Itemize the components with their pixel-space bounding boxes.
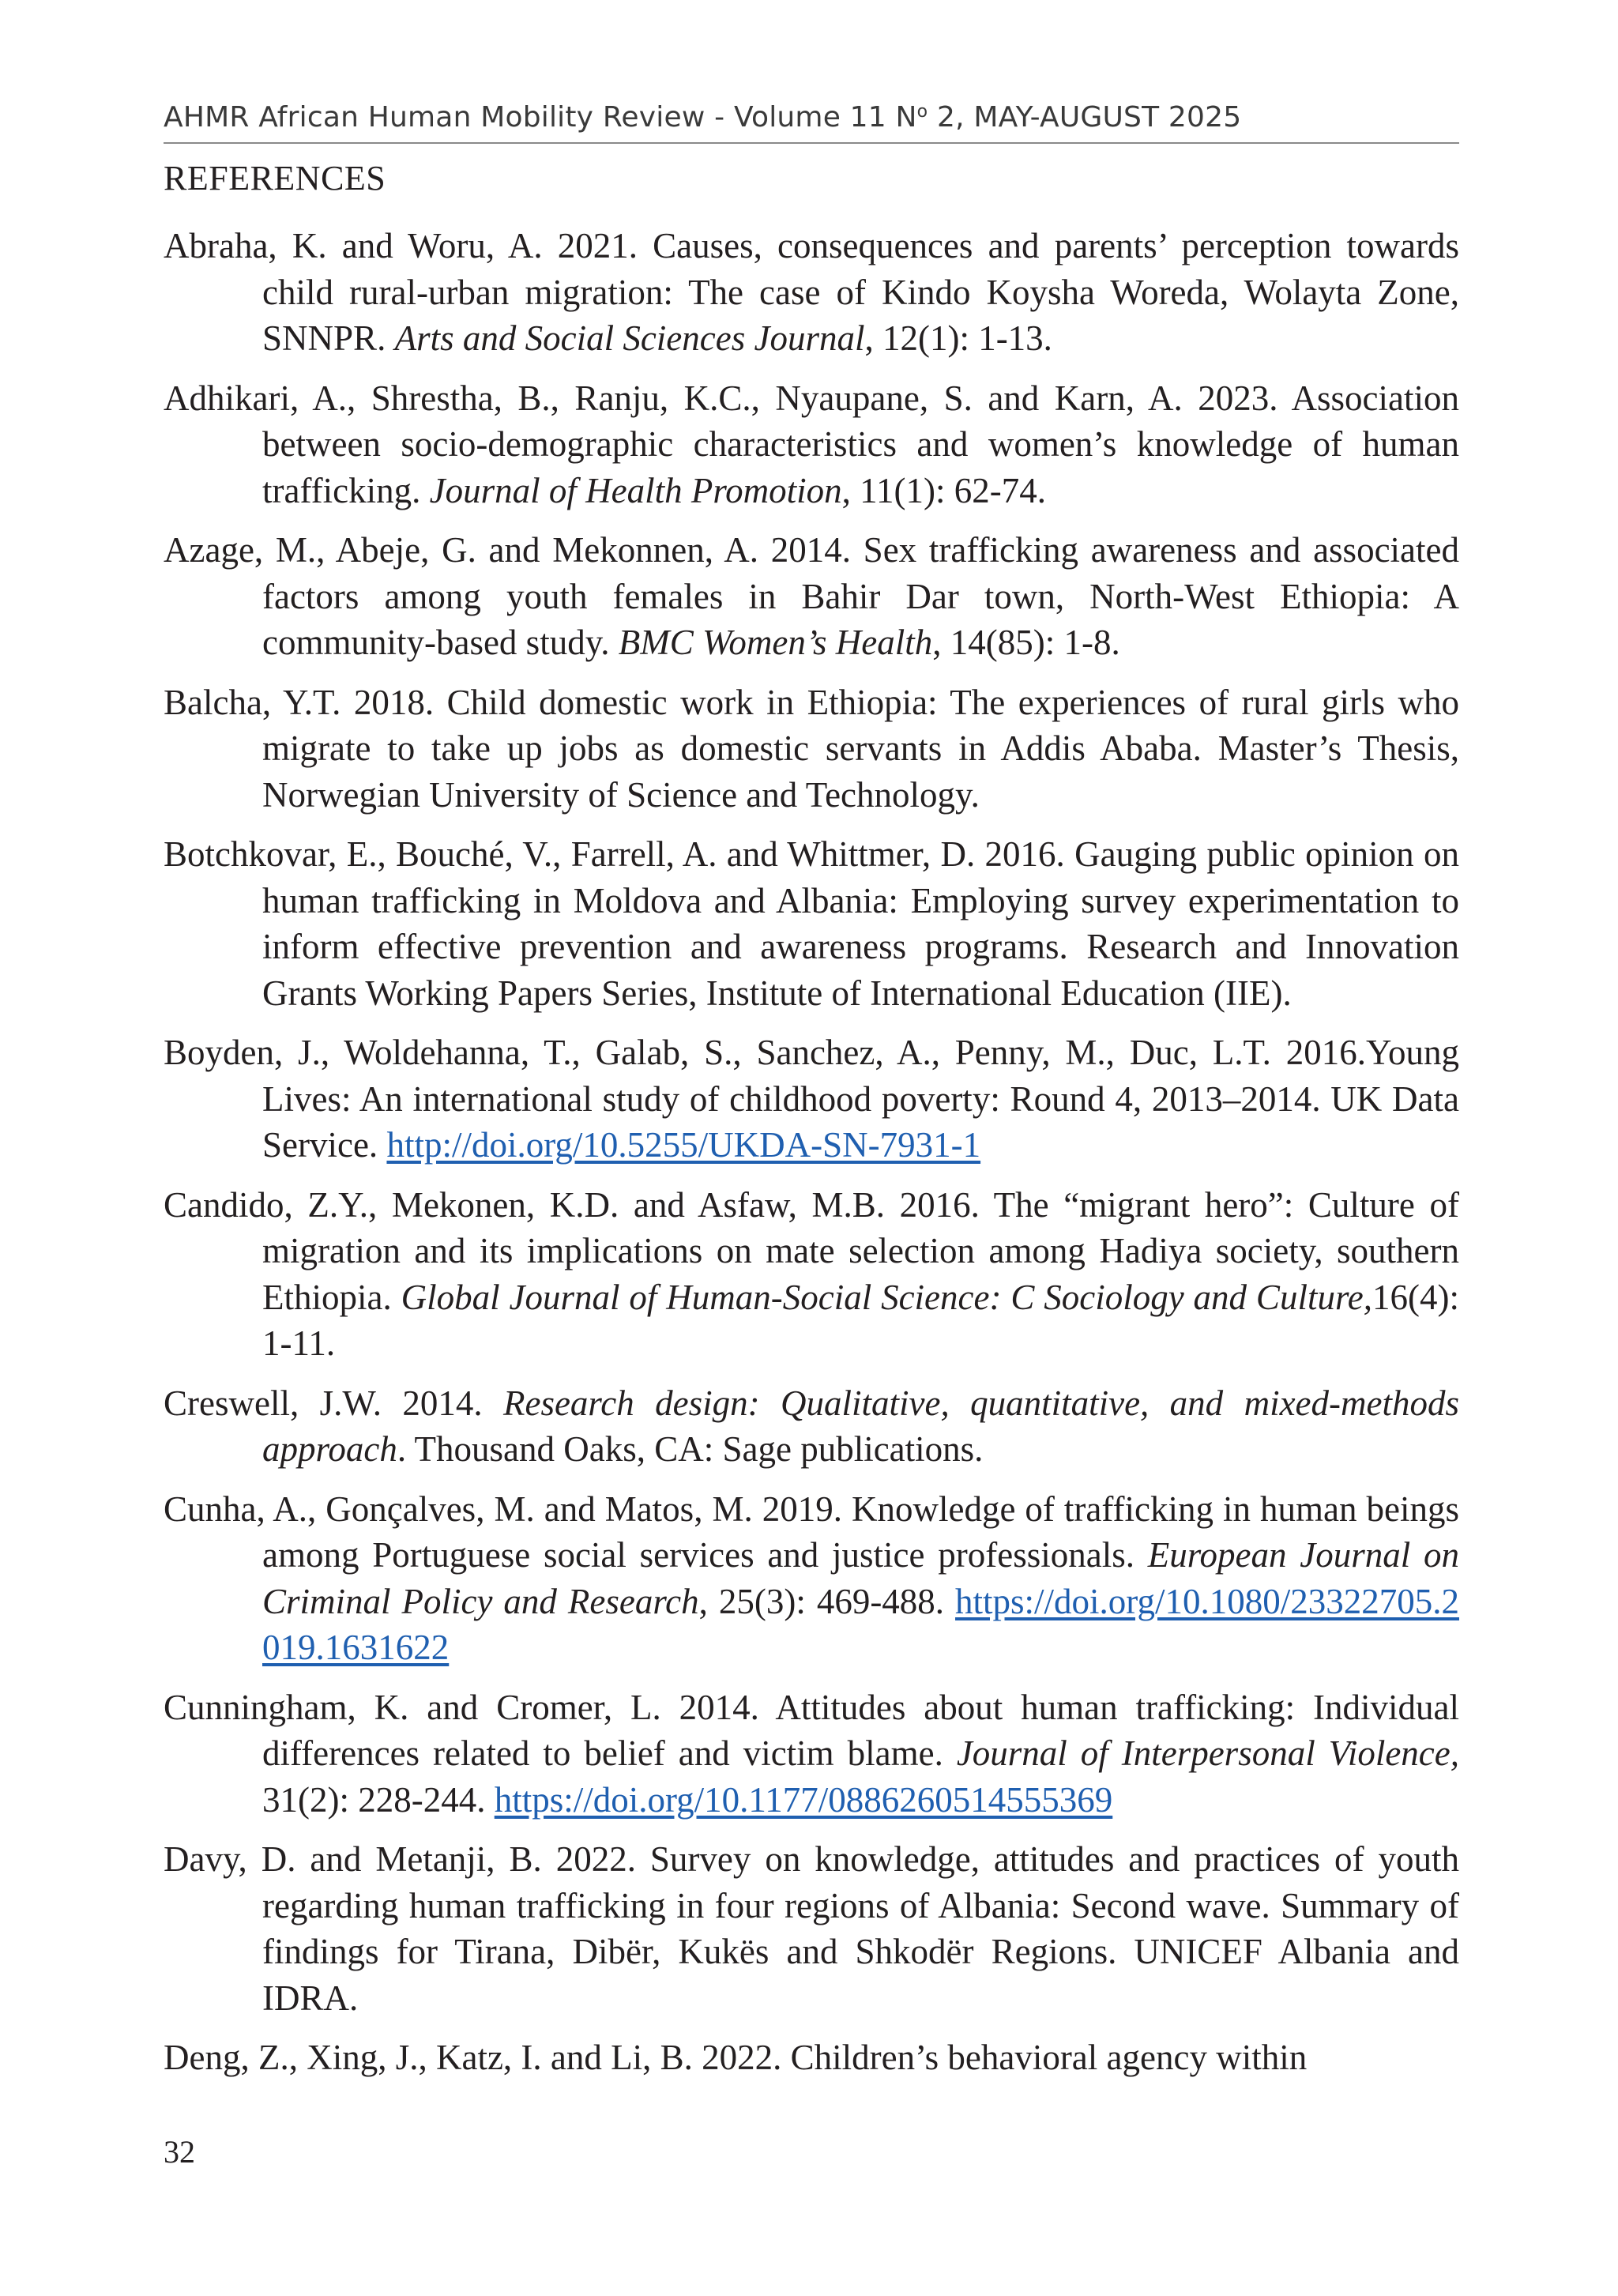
reference-details: 16(4): 1-11. [262, 1277, 1460, 1363]
reference-text: Botchkovar, E., Bouché, V., Farrell, A. and Whittmer, D. 2016. Gauging public opinion on human trafficking in Moldova and Albania: Employing survey experimentation to inform effective prevention and awareness programs. Research and Innovation Grants Working Papers Series, Institute of International Education (IIE). [164, 834, 1459, 1013]
reference-doi-link[interactable]: https://doi.org/10.1080/23322705.2019.1631622 [262, 1581, 1459, 1667]
reference-doi-link[interactable]: http://doi.org/10.5255/UKDA-SN-7931-1 [386, 1125, 981, 1165]
reference-entry [164, 1486, 1459, 1671]
reference-entry [164, 1684, 1459, 1824]
reference-details: , 11(1): 62-74. [841, 470, 1046, 510]
running-head-issue: 2, MAY-AUGUST 2025 [928, 101, 1242, 134]
running-head-main: AHMR African Human Mobility Review - Volume 11 N [164, 101, 917, 134]
reference-journal: Global Journal of Human-Social Science: C Sociology and Culture, [401, 1277, 1373, 1317]
reference-entry [164, 1380, 1459, 1473]
reference-text: Adhikari, A., Shrestha, B., Ranju, K.C., Nyaupane, S. and Karn, A. 2023. Association between socio-demographic characteristics and women’s knowledge of human trafficking. [164, 378, 1459, 510]
reference-entry [164, 679, 1459, 819]
reference-text: Cunningham, K. and Cromer, L. 2014. Attitudes about human trafficking: Individual differences related to belief and victim blame. [164, 1687, 1459, 1773]
reference-entry [164, 527, 1459, 666]
running-head-number-sign: o [916, 102, 928, 122]
section-title: REFERENCES [164, 159, 386, 198]
reference-text: Cunha, A., Gonçalves, M. and Matos, M. 2019. Knowledge of trafficking in human beings among Portuguese social services and justice professionals. [164, 1489, 1459, 1575]
running-header [164, 101, 1459, 134]
reference-details: , 12(1): 1-13. [864, 318, 1052, 358]
reference-entry [164, 1836, 1459, 2021]
reference-entry [164, 1182, 1459, 1367]
reference-text: Davy, D. and Metanji, B. 2022. Survey on knowledge, attitudes and practices of youth regarding human trafficking in four regions of Albania: Second wave. Summary of findings for Tirana, Dibër, Kukës and Shkodër Regions. UNICEF Albania and IDRA. [164, 1839, 1459, 2018]
reference-book-title: Research design: Qualitative, quantitative, and mixed-methods approach [262, 1383, 1459, 1469]
reference-details: . Thousand Oaks, CA: Sage publications. [397, 1429, 984, 1469]
reference-entry-partial [164, 2034, 1459, 2081]
reference-list [164, 223, 1459, 2095]
reference-text: Abraha, K. and Woru, A. 2021. Causes, consequences and parents’ perception towards child rural-urban migration: The case of Kindo Koysha Woreda, Wolayta Zone, SNNPR. [164, 226, 1459, 358]
reference-text: Boyden, J., Woldehanna, T., Galab, S., Sanchez, A., Penny, M., Duc, L.T. 2016.Young Lives: An international study of childhood poverty: Round 4, 2013–2014. UK Data Service. [164, 1033, 1459, 1165]
reference-journal: European Journal on Criminal Policy and Research [262, 1535, 1459, 1621]
reference-details: 31(2): 228-244. [262, 1779, 495, 1820]
reference-entry [164, 375, 1459, 514]
reference-entry [164, 1029, 1459, 1169]
reference-text: Candido, Z.Y., Mekonen, K.D. and Asfaw, M.B. 2016. The “migrant hero”: Culture of migration and its implications on mate selection among Hadiya society, southern Ethiopia. [164, 1184, 1459, 1317]
reference-entry [164, 223, 1459, 362]
reference-text: Balcha, Y.T. 2018. Child domestic work in Ethiopia: The experiences of rural girls who migrate to take up jobs as domestic servants in Addis Ababa. Master’s Thesis, Norwegian University of Science and Technology. [164, 682, 1459, 815]
reference-text: Azage, M., Abeje, G. and Mekonnen, A. 2014. Sex trafficking awareness and associated factors among youth females in Bahir Dar town, North-West Ethiopia: A community-based study. [164, 530, 1459, 662]
reference-journal: BMC Women’s Health [618, 623, 933, 662]
reference-text: Deng, Z., Xing, J., Katz, I. and Li, B. 2022. Children’s behavioral agency within [164, 2038, 1308, 2077]
reference-details: , 25(3): 469-488. [698, 1581, 956, 1621]
reference-text: Creswell, J.W. 2014. [164, 1383, 503, 1423]
reference-details: , 14(85): 1-8. [932, 623, 1120, 662]
reference-journal: Journal of Health Promotion [429, 470, 842, 510]
header-divider [164, 142, 1459, 144]
reference-journal: Journal of Interpersonal Violence, [956, 1733, 1459, 1773]
reference-entry [164, 831, 1459, 1016]
reference-journal: Arts and Social Sciences Journal [394, 318, 865, 358]
reference-doi-link[interactable]: https://doi.org/10.1177/0886260514555369 [494, 1779, 1113, 1820]
page-number: 32 [164, 2134, 195, 2170]
